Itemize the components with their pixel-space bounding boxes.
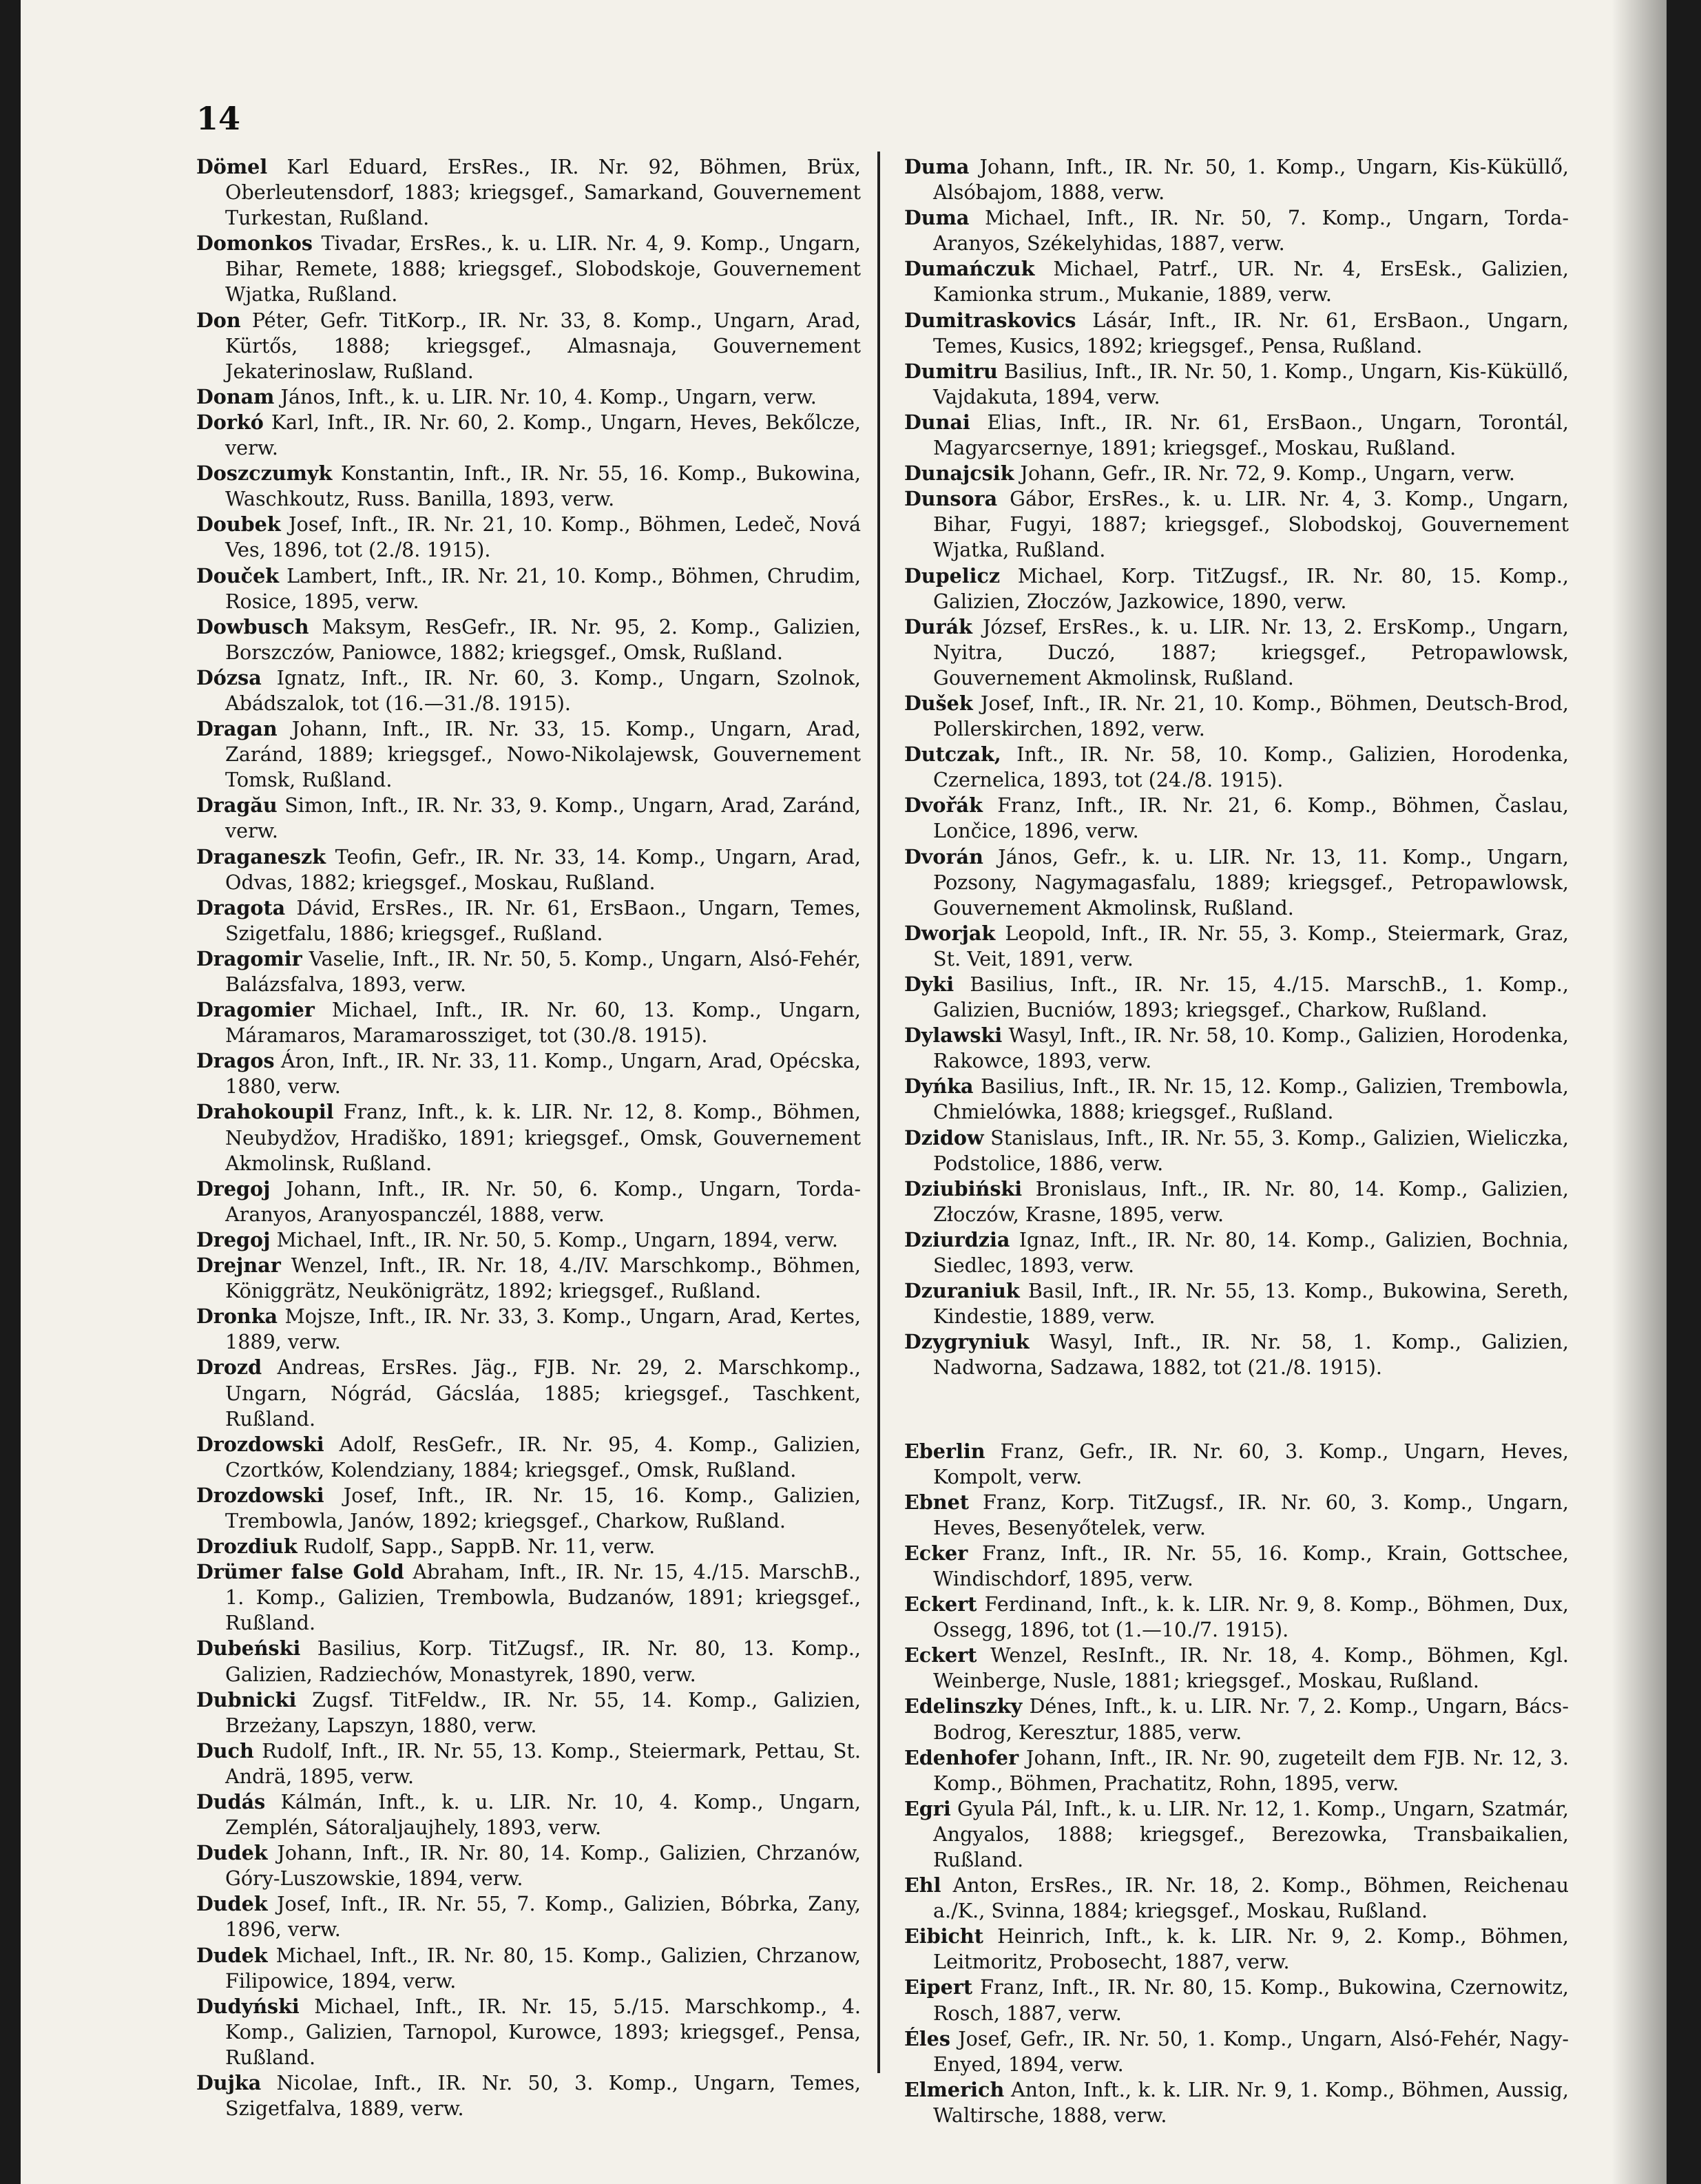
- list-entry: [196, 1559, 861, 1636]
- list-entry: [904, 1329, 1569, 1380]
- entry-surname: Dregoj: [196, 1176, 271, 1200]
- list-entry: [904, 1592, 1569, 1643]
- entry-surname: Eckert: [904, 1643, 977, 1667]
- list-entry: [196, 512, 861, 563]
- entry-details: Wenzel, Inft., IR. Nr. 18, 4./IV. Marschkomp., Böhmen, Königgrätz, Neukönigrätz, 1892; kriegsgef., Rußland.: [225, 1254, 861, 1303]
- entry-details: Kálmán, Inft., k. u. LIR. Nr. 10, 4. Komp., Ungarn, Zemplén, Sátoraljaujhely, 1893, verw.: [225, 1790, 861, 1840]
- list-entry: [904, 1074, 1569, 1125]
- entry-details: Ferdinand, Inft., k. k. LIR. Nr. 9, 8. Komp., Böhmen, Dux, Ossegg, 1896, tot (1.—10./7. 1915).: [933, 1592, 1569, 1642]
- entry-details: Wasyl, Inft., IR. Nr. 58, 10. Komp., Galizien, Horodenka, Rakowce, 1893, verw.: [933, 1023, 1569, 1073]
- list-entry: [196, 1789, 861, 1840]
- list-entry: [196, 1483, 861, 1534]
- entry-details: Anton, Inft., k. k. LIR. Nr. 9, 1. Komp., Böhmen, Aussig, Waltirsche, 1888, verw.: [933, 2077, 1569, 2127]
- entry-surname: Dzygryniuk: [904, 1330, 1030, 1354]
- list-entry: [196, 1304, 861, 1355]
- entry-surname: Duch: [196, 1738, 254, 1762]
- entry-surname: Ecker: [904, 1541, 968, 1565]
- list-entry: [196, 1943, 861, 1994]
- entry-surname: Dvořák: [904, 793, 983, 818]
- entry-details: Michael, Patrf., UR. Nr. 4, ErsEsk., Galizien, Kamionka strum., Mukanie, 1889, verw.: [933, 257, 1569, 306]
- entry-details: Franz, Gefr., IR. Nr. 60, 3. Komp., Ungarn, Heves, Kompolt, verw.: [933, 1439, 1569, 1488]
- entry-surname: Dyńka: [904, 1074, 974, 1099]
- entry-surname: Dudek: [196, 1943, 268, 1967]
- entry-details: Ignatz, Inft., IR. Nr. 60, 3. Komp., Ungarn, Szolnok, Abádszalok, tot (16.—31./8. 1915).: [225, 665, 862, 715]
- entry-surname: Dunajcsik: [904, 461, 1014, 486]
- entry-details: Lambert, Inft., IR. Nr. 21, 10. Komp., Böhmen, Chrudim, Rosice, 1895, verw.: [225, 563, 861, 613]
- entry-details: Josef, Inft., IR. Nr. 21, 10. Komp., Böhmen, Deutsch-Brod, Pollerskirchen, 1892, verw.: [933, 691, 1569, 741]
- entry-surname: Elmerich: [904, 2077, 1005, 2101]
- entry-surname: Douček: [196, 563, 280, 587]
- entry-surname: Drozdowski: [196, 1432, 324, 1456]
- entry-surname: Dorkó: [196, 410, 264, 434]
- entry-surname: Dragos: [196, 1049, 275, 1073]
- entry-details: Johann, Inft., IR. Nr. 90, zugeteilt dem FJB. Nr. 12, 3. Komp., Böhmen, Prachatitz, Rohn, 1895, verw.: [933, 1745, 1569, 1795]
- list-entry: [904, 1176, 1569, 1227]
- entry-details: Karl Eduard, ErsRes., IR. Nr. 92, Böhmen, Brüx, Oberleutensdorf, 1883; kriegsgef., Samarkand, Gouvernement Turkestan, Rußland.: [225, 155, 861, 230]
- list-entry: [196, 1099, 861, 1176]
- entry-details: Rudolf, Sapp., SappB. Nr. 11, verw.: [303, 1535, 656, 1559]
- entry-surname: Dudek: [196, 1892, 268, 1916]
- entry-details: Lásár, Inft., IR. Nr. 61, ErsBaon., Ungarn, Temes, Kusics, 1892; kriegsgef., Pensa, Rußland.: [933, 308, 1569, 357]
- entry-surname: Drozd: [196, 1355, 262, 1380]
- entry-details: Johann, Inft., IR. Nr. 80, 14. Komp., Galizien, Chrzanów, Góry-Luszowskie, 1894, verw.: [225, 1841, 862, 1891]
- page-number: 14: [196, 100, 241, 137]
- list-entry: [196, 1253, 861, 1304]
- list-entry: [904, 308, 1569, 359]
- entry-details: Mojsze, Inft., IR. Nr. 33, 3. Komp., Ungarn, Arad, Kertes, 1889, verw.: [225, 1304, 861, 1354]
- entry-surname: Eibicht: [904, 1924, 983, 1948]
- list-entry: [196, 1432, 861, 1483]
- entry-details: János, Inft., k. u. LIR. Nr. 10, 4. Komp., Ungarn, verw.: [280, 384, 817, 408]
- list-entry: [904, 844, 1569, 921]
- entry-surname: Eipert: [904, 1975, 973, 1999]
- entry-surname: Dózsa: [196, 665, 262, 689]
- list-entry: [196, 384, 861, 410]
- entry-details: Abraham, Inft., IR. Nr. 15, 4./15. MarschB., 1. Komp., Galizien, Trembowla, Budzanów, 1891; kriegsgef., Rußland.: [225, 1560, 862, 1635]
- list-entry: [196, 1687, 861, 1738]
- list-entry: [904, 2077, 1569, 2128]
- entry-details: Vaselie, Inft., IR. Nr. 50, 5. Komp., Ungarn, Alsó-Fehér, Balázsfalva, 1893, verw.: [225, 946, 862, 996]
- entry-surname: Dunsora: [904, 487, 998, 511]
- entry-surname: Dworjak: [904, 921, 996, 945]
- entry-details: Michael, Inft., IR. Nr. 60, 13. Komp., Ungarn, Máramaros, Maramarossziget, tot (30./8. 1915).: [225, 998, 861, 1048]
- entry-details: Josef, Inft., IR. Nr. 15, 16. Komp., Galizien, Trembowla, Janów, 1892; kriegsgef., Charkow, Rußland.: [225, 1483, 862, 1532]
- entry-surname: Dömel: [196, 155, 268, 178]
- entry-surname: Doubek: [196, 512, 281, 537]
- entry-surname: Dyki: [904, 973, 954, 996]
- entry-surname: Drejnar: [196, 1254, 281, 1278]
- entry-details: Franz, Inft., IR. Nr. 80, 15. Komp., Bukowina, Czernowitz, Rosch, 1887, verw.: [933, 1975, 1569, 2025]
- entry-details: Franz, Inft., k. k. LIR. Nr. 12, 8. Komp., Böhmen, Neubydžov, Hradiško, 1891; kriegsgef., Omsk, Gouvernement Akmolinsk, Rußland.: [225, 1100, 861, 1175]
- entry-surname: Drahokoupil: [196, 1100, 334, 1124]
- entry-surname: Dregoj: [196, 1227, 271, 1251]
- entry-details: Leopold, Inft., IR. Nr. 55, 3. Komp., Steiermark, Graz, St. Veit, 1891, verw.: [933, 921, 1569, 970]
- entry-details: Heinrich, Inft., k. k. LIR. Nr. 9, 2. Komp., Böhmen, Leitmoritz, Probosecht, 1887, verw.: [933, 1924, 1569, 1974]
- entry-details: Michael, Inft., IR. Nr. 80, 15. Komp., Galizien, Chrzanow, Filipowice, 1894, verw.: [225, 1943, 861, 1993]
- entry-details: Johann, Inft., IR. Nr. 50, 1. Komp., Ungarn, Kis-Küküllő, Alsóbajom, 1888, verw.: [933, 155, 1569, 205]
- entry-details: József, ErsRes., k. u. LIR. Nr. 13, 2. ErsKomp., Ungarn, Nyitra, Duczó, 1887; kriegsgef., Petropawlowsk, Gouvernement Akmolinsk, Rußland.: [933, 614, 1569, 689]
- list-entry: [196, 1355, 861, 1431]
- list-entry: [904, 2026, 1569, 2077]
- section-gap: [904, 1381, 1569, 1439]
- list-entry: [196, 614, 861, 665]
- entry-surname: Drozdowski: [196, 1483, 324, 1507]
- entry-details: Michael, Inft., IR. Nr. 50, 5. Komp., Ungarn, 1894, verw.: [276, 1227, 838, 1251]
- entry-details: Michael, Inft., IR. Nr. 15, 5./15. Marschkomp., 4. Komp., Galizien, Tarnopol, Kurowce, 1893; kriegsgef., Pensa, Rußland.: [225, 1994, 861, 2069]
- entry-surname: Donam: [196, 384, 275, 408]
- list-entry: [196, 1176, 861, 1227]
- entry-details: Basilius, Inft., IR. Nr. 15, 4./15. MarschB., 1. Komp., Galizien, Bucniów, 1893; kriegsgef., Charkow, Rußland.: [933, 973, 1569, 1022]
- entry-details: Péter, Gefr. TitKorp., IR. Nr. 33, 8. Komp., Ungarn, Arad, Kürtős, 1888; kriegsgef., Almasnaja, Gouvernement Jekaterinoslaw, Rußland.: [225, 308, 862, 383]
- list-entry: [196, 946, 861, 997]
- entry-details: Wenzel, ResInft., IR. Nr. 18, 4. Komp., Böhmen, Kgl. Weinberge, Nusle, 1881; kriegsgef., Moskau, Rußland.: [933, 1643, 1569, 1693]
- list-entry: [904, 1439, 1569, 1490]
- entry-surname: Dragota: [196, 895, 286, 919]
- list-entry: [904, 1796, 1569, 1873]
- entry-surname: Dragomir: [196, 946, 302, 970]
- list-entry: [904, 1125, 1569, 1176]
- entry-surname: Egri: [904, 1796, 951, 1820]
- list-entry: [904, 1541, 1569, 1592]
- entry-surname: Draganeszk: [196, 844, 326, 869]
- list-entry: [904, 1745, 1569, 1796]
- entry-surname: Éles: [904, 2026, 950, 2050]
- left-column: [196, 154, 861, 2121]
- entry-surname: Dunai: [904, 410, 970, 434]
- entry-details: Josef, Inft., IR. Nr. 21, 10. Komp., Böhmen, Ledeč, Nová Ves, 1896, tot (2./8. 1915).: [225, 512, 862, 562]
- list-entry: [196, 1840, 861, 1891]
- entry-surname: Dvorán: [904, 844, 983, 869]
- entry-surname: Duma: [904, 206, 970, 230]
- right-column: [904, 154, 1569, 2128]
- entry-details: Josef, Gefr., IR. Nr. 50, 1. Komp., Ungarn, Alsó-Fehér, Nagy-Enyed, 1894, verw.: [933, 2026, 1569, 2076]
- entry-details: Andreas, ErsRes. Jäg., FJB. Nr. 29, 2. Marschkomp., Ungarn, Nógrád, Gácsláa, 1885; kriegsgef., Taschkent, Rußland.: [225, 1355, 861, 1431]
- list-entry: [904, 742, 1569, 793]
- entry-details: Gábor, ErsRes., k. u. LIR. Nr. 4, 3. Komp., Ungarn, Bihar, Fugyi, 1887; kriegsgef., Slobodskoj, Gouvernement Wjatka, Rußland.: [933, 487, 1569, 562]
- entry-surname: Dylawski: [904, 1023, 1003, 1048]
- list-entry: [904, 461, 1569, 486]
- entry-details: Johann, Inft., IR. Nr. 50, 6. Komp., Ungarn, Torda-Aranyos, Aranyospanczél, 1888, verw.: [225, 1176, 861, 1226]
- entry-surname: Dziurdzia: [904, 1227, 1010, 1251]
- entry-surname: Dowbusch: [196, 614, 309, 638]
- entry-surname: Dubeński: [196, 1636, 301, 1661]
- entry-details: Franz, Inft., IR. Nr. 21, 6. Komp., Böhmen, Časlau, Lončice, 1896, verw.: [933, 793, 1569, 843]
- entry-surname: Eckert: [904, 1592, 977, 1616]
- entry-details: Áron, Inft., IR. Nr. 33, 11. Komp., Ungarn, Arad, Opécska, 1880, verw.: [225, 1049, 861, 1099]
- list-entry: [196, 1636, 861, 1687]
- entry-details: Dénes, Inft., k. u. LIR. Nr. 7, 2. Komp., Ungarn, Bács-Bodrog, Keresztur, 1885, verw.: [933, 1694, 1569, 1744]
- entry-details: Konstantin, Inft., IR. Nr. 55, 16. Komp., Bukowina, Waschkoutz, Russ. Banilla, 1893, verw.: [225, 461, 862, 511]
- list-entry: [196, 716, 861, 793]
- list-entry: [196, 895, 861, 946]
- entry-details: Basil, Inft., IR. Nr. 55, 13. Komp., Bukowina, Sereth, Kindestie, 1889, verw.: [933, 1279, 1569, 1329]
- list-entry: [904, 921, 1569, 972]
- entry-details: Michael, Inft., IR. Nr. 50, 7. Komp., Ungarn, Torda-Aranyos, Székelyhidas, 1887, verw.: [933, 206, 1569, 256]
- list-entry: [196, 997, 861, 1048]
- list-entry: [196, 793, 861, 844]
- list-entry: [196, 154, 861, 231]
- list-entry: [196, 231, 861, 307]
- entry-details: Karl, Inft., IR. Nr. 60, 2. Komp., Ungarn, Heves, Bekőlcze, verw.: [225, 410, 862, 460]
- list-entry: [904, 410, 1569, 461]
- entry-details: Simon, Inft., IR. Nr. 33, 9. Komp., Ungarn, Arad, Zaránd, verw.: [225, 793, 861, 843]
- entry-surname: Dumitru: [904, 359, 998, 383]
- list-entry: [904, 1490, 1569, 1541]
- entry-details: Elias, Inft., IR. Nr. 61, ErsBaon., Ungarn, Torontál, Magyarcsernye, 1891; kriegsgef., Moskau, Rußland.: [933, 410, 1569, 460]
- list-entry: [904, 154, 1569, 205]
- entry-details: Franz, Korp. TitZugsf., IR. Nr. 60, 3. Komp., Ungarn, Heves, Besenyőtelek, verw.: [933, 1490, 1569, 1539]
- entry-surname: Dragău: [196, 793, 278, 818]
- entry-surname: Ebnet: [904, 1490, 969, 1514]
- entry-details: János, Gefr., k. u. LIR. Nr. 13, 11. Komp., Ungarn, Pozsony, Nagymagasfalu, 1889; kriegsgef., Petropawlowsk, Gouvernement Akmolinsk, Rußland.: [933, 844, 1569, 919]
- entry-surname: Dragomier: [196, 998, 315, 1022]
- list-entry: [196, 1891, 861, 1942]
- entry-details: Wasyl, Inft., IR. Nr. 58, 1. Komp., Galizien, Nadworna, Sadzawa, 1882, tot (21./8. 1915).: [933, 1330, 1569, 1380]
- list-entry: [196, 1227, 861, 1253]
- list-entry: [196, 410, 861, 461]
- page-edge-shadow: [1611, 0, 1667, 2184]
- entry-details: Zugsf. TitFeldw., IR. Nr. 55, 14. Komp., Galizien, Brzeżany, Lapszyn, 1880, verw.: [225, 1687, 861, 1737]
- entry-surname: Dronka: [196, 1304, 278, 1329]
- list-entry: [196, 461, 861, 512]
- entry-details: Basilius, Korp. TitZugsf., IR. Nr. 80, 13. Komp., Galizien, Radziechów, Monastyrek, 1890, verw.: [225, 1636, 861, 1686]
- entry-surname: Dutczak,: [904, 742, 1001, 767]
- list-entry: [904, 1694, 1569, 1745]
- entry-surname: Dudek: [196, 1841, 268, 1865]
- entry-details: Johann, Inft., IR. Nr. 33, 15. Komp., Ungarn, Arad, Zaránd, 1889; kriegsgef., Nowo-Nikolajewsk, Gouvernement Tomsk, Rußland.: [225, 717, 862, 792]
- page: [21, 0, 1667, 2184]
- entry-surname: Drümer false Gold: [196, 1560, 404, 1584]
- entry-surname: Dubnicki: [196, 1687, 297, 1712]
- list-entry: [196, 1534, 861, 1559]
- entry-surname: Eberlin: [904, 1439, 985, 1463]
- list-entry: [196, 308, 861, 384]
- list-entry: [904, 614, 1569, 691]
- list-entry: [196, 563, 861, 614]
- entry-surname: Dragan: [196, 717, 278, 741]
- entry-details: Bronislaus, Inft., IR. Nr. 80, 14. Komp., Galizien, Złoczów, Krasne, 1895, verw.: [933, 1176, 1569, 1226]
- entry-surname: Dupelicz: [904, 563, 1001, 587]
- entry-details: Michael, Korp. TitZugsf., IR. Nr. 80, 15. Komp., Galizien, Złoczów, Jazkowice, 1890, verw.: [933, 563, 1569, 613]
- list-entry: [904, 256, 1569, 307]
- list-entry: [904, 359, 1569, 410]
- column-divider: [877, 152, 880, 2073]
- entry-details: Stanislaus, Inft., IR. Nr. 55, 3. Komp., Galizien, Wieliczka, Podstolice, 1886, verw.: [933, 1125, 1569, 1175]
- entry-surname: Dumańczuk: [904, 257, 1035, 281]
- list-entry: [196, 1048, 861, 1099]
- entry-surname: Doszczumyk: [196, 461, 333, 486]
- entry-details: Adolf, ResGefr., IR. Nr. 95, 4. Komp., Galizien, Czortków, Kolendziany, 1884; kriegsgef., Omsk, Rußland.: [225, 1432, 861, 1481]
- entry-details: Josef, Inft., IR. Nr. 55, 7. Komp., Galizien, Bóbrka, Zany, 1896, verw.: [225, 1892, 862, 1942]
- entry-details: Teofin, Gefr., IR. Nr. 33, 14. Komp., Ungarn, Arad, Odvas, 1882; kriegsgef., Moskau, Rußland.: [225, 844, 862, 894]
- entry-surname: Dudyński: [196, 1994, 300, 2018]
- list-entry: [904, 1643, 1569, 1694]
- entry-surname: Duma: [904, 155, 970, 178]
- list-entry: [196, 665, 861, 716]
- entry-details: Basilius, Inft., IR. Nr. 15, 12. Komp., Galizien, Trembowla, Chmielówka, 1888; kriegsgef., Rußland.: [933, 1074, 1569, 1124]
- list-entry: [904, 1023, 1569, 1074]
- entry-details: Dávid, ErsRes., IR. Nr. 61, ErsBaon., Ungarn, Temes, Szigetfalu, 1886; kriegsgef., Rußland.: [225, 895, 862, 945]
- list-entry: [904, 793, 1569, 844]
- entry-surname: Edelinszky: [904, 1694, 1023, 1718]
- entry-surname: Dušek: [904, 691, 973, 715]
- list-entry: [904, 691, 1569, 742]
- entry-details: Inft., IR. Nr. 58, 10. Komp., Galizien, Horodenka, Czernelica, 1893, tot (24./8. 1915).: [933, 742, 1569, 792]
- entry-surname: Dziubiński: [904, 1176, 1023, 1200]
- entry-details: Franz, Inft., IR. Nr. 55, 16. Komp., Krain, Gottschee, Windischdorf, 1895, verw.: [933, 1541, 1569, 1590]
- entry-details: Rudolf, Inft., IR. Nr. 55, 13. Komp., Steiermark, Pettau, St. Andrä, 1895, verw.: [225, 1738, 861, 1788]
- list-entry: [196, 2070, 861, 2121]
- entry-surname: Dzidow: [904, 1125, 984, 1150]
- entry-surname: Dujka: [196, 2071, 262, 2095]
- list-entry: [196, 1994, 861, 2070]
- entry-details: Anton, ErsRes., IR. Nr. 18, 2. Komp., Böhmen, Reichenau a./K., Svinna, 1884; kriegsgef., Moskau, Rußland.: [933, 1873, 1569, 1923]
- entry-details: Johann, Gefr., IR. Nr. 72, 9. Komp., Ungarn, verw.: [1020, 461, 1516, 486]
- list-entry: [904, 1975, 1569, 2026]
- list-entry: [196, 844, 861, 895]
- entry-details: Basilius, Inft., IR. Nr. 50, 1. Komp., Ungarn, Kis-Küküllő, Vajdakuta, 1894, verw.: [933, 359, 1569, 408]
- list-entry: [904, 205, 1569, 256]
- entry-surname: Dzuraniuk: [904, 1279, 1020, 1303]
- list-entry: [904, 972, 1569, 1023]
- entry-surname: Dumitraskovics: [904, 308, 1076, 332]
- entry-details: Gyula Pál, Inft., k. u. LIR. Nr. 12, 1. Komp., Ungarn, Szatmár, Angyalos, 1888; kriegsgef., Berezowka, Transbaikalien, Rußland.: [933, 1796, 1569, 1871]
- entry-surname: Drozdiuk: [196, 1535, 298, 1559]
- entry-details: Tivadar, ErsRes., k. u. LIR. Nr. 4, 9. Komp., Ungarn, Bihar, Remete, 1888; kriegsgef., Slobodskoje, Gouvernement Wjatka, Rußland.: [225, 231, 861, 306]
- list-entry: [904, 1873, 1569, 1924]
- entry-surname: Durák: [904, 614, 972, 638]
- list-entry: [904, 1924, 1569, 1975]
- entry-details: Maksym, ResGefr., IR. Nr. 95, 2. Komp., Galizien, Borszczów, Paniowce, 1882; kriegsgef., Omsk, Rußland.: [225, 614, 861, 664]
- entry-surname: Domonkos: [196, 231, 313, 256]
- entry-details: Ignaz, Inft., IR. Nr. 80, 14. Komp., Galizien, Bochnia, Siedlec, 1893, verw.: [933, 1227, 1569, 1278]
- list-entry: [196, 1738, 861, 1789]
- list-entry: [904, 1227, 1569, 1278]
- list-entry: [904, 563, 1569, 614]
- entry-details: Nicolae, Inft., IR. Nr. 50, 3. Komp., Ungarn, Temes, Szigetfalva, 1889, verw.: [225, 2071, 862, 2121]
- list-entry: [904, 486, 1569, 563]
- list-entry: [904, 1278, 1569, 1329]
- entry-surname: Don: [196, 308, 241, 332]
- entry-surname: Dudás: [196, 1790, 266, 1813]
- entry-surname: Edenhofer: [904, 1745, 1019, 1769]
- entry-surname: Ehl: [904, 1873, 941, 1897]
